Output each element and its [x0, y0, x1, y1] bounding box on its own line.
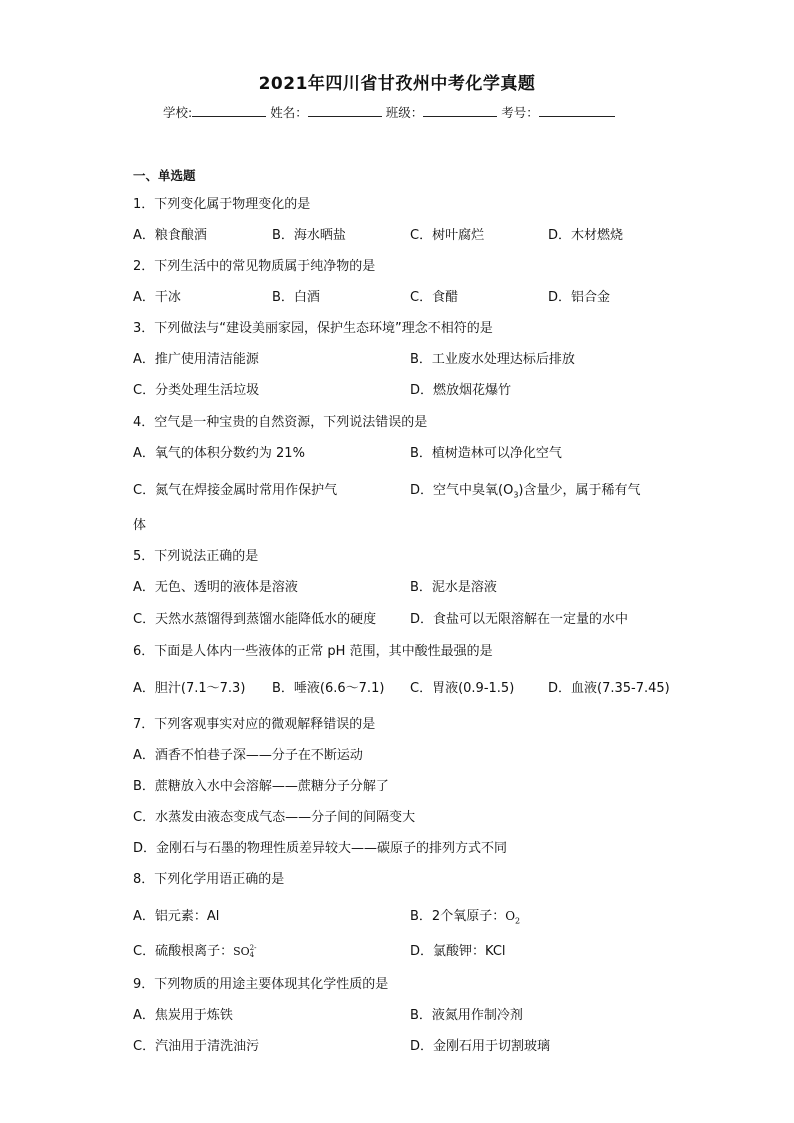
question-3-option-a[interactable]: A．推广使用清洁能源: [133, 352, 259, 367]
question-4-option-d[interactable]: [410, 479, 641, 500]
question-6-option-b[interactable]: B．唾液(6.6～7.1): [272, 681, 385, 696]
exam-no-label: 考号：: [501, 105, 539, 120]
question-8-option-b[interactable]: [410, 905, 520, 925]
question-8-option-c[interactable]: [133, 940, 256, 959]
question-8-option-a[interactable]: A．铝元素：Al: [133, 909, 220, 924]
ozone-formula: $(O_3)$: [498, 483, 524, 500]
question-2-stem: 2．下列生活中的常见物质属于纯净物的是: [133, 259, 376, 274]
name-blank[interactable]: [308, 104, 382, 117]
question-7-option-c[interactable]: C．水蒸发由液态变成气态——分子间的间隔变大: [133, 810, 416, 825]
option-d-text: D．空气中臭氧: [410, 483, 499, 498]
question-9-option-c[interactable]: C．汽油用于清洗油污: [133, 1039, 260, 1054]
question-6-stem: 6．下面是人体内一些液体的正常 pH 范围，其中酸性最强的是: [133, 644, 493, 659]
page-title: 2021年四川省甘孜州中考化学真题: [258, 74, 536, 94]
question-7-stem: 7．下列客观事实对应的微观解释错误的是: [133, 717, 376, 732]
sulfate-symbol: SO: [233, 945, 250, 958]
question-9-stem: 9．下列物质的用途主要体现其化学性质的是: [133, 977, 389, 992]
question-3-option-d[interactable]: D．燃放烟花爆竹: [410, 383, 512, 398]
question-1-option-a[interactable]: A．粮食酿酒: [133, 228, 207, 243]
oxygen-formula: [505, 909, 521, 926]
option-c-text: C．硫酸根离子：: [133, 944, 234, 959]
question-8-stem: 8．下列化学用语正确的是: [133, 872, 285, 887]
question-4-option-d-continuation: 体: [133, 518, 147, 533]
question-8-option-d[interactable]: D．氯酸钾：KCl: [410, 944, 506, 959]
question-4-option-b[interactable]: B．植树造林可以净化空气: [410, 446, 562, 461]
question-1-option-d[interactable]: D．木材燃烧: [548, 228, 624, 243]
sulfate-charge: 2-: [249, 944, 257, 952]
section-heading: 一、单选题: [133, 168, 196, 183]
sulfate-subscript: 4: [249, 951, 255, 959]
question-6-option-c[interactable]: C．胃液(0.9-1.5): [410, 681, 515, 696]
question-4-stem: 4．空气是一种宝贵的自然资源，下列说法错误的是: [133, 415, 428, 430]
class-label: 班级：: [385, 105, 424, 120]
ozone-subscript: 3: [513, 490, 519, 500]
option-d-text-end: 含量少，属于稀有气: [523, 483, 641, 498]
question-6-option-d[interactable]: D．血液(7.35-7.45): [548, 681, 670, 696]
exam-no-blank[interactable]: [539, 104, 615, 117]
question-2-option-d[interactable]: D．铝合金: [548, 290, 611, 305]
question-2-option-a[interactable]: A．干冰: [133, 290, 181, 305]
school-blank[interactable]: [192, 104, 266, 117]
question-1-option-b[interactable]: B．海水晒盐: [272, 228, 346, 243]
student-info-line: [163, 103, 615, 121]
question-5-option-c[interactable]: C．天然水蒸馏得到蒸馏水能降低水的硬度: [133, 612, 377, 627]
question-7-option-d[interactable]: D．金刚石与石墨的物理性质差异较大——碳原子的排列方式不同: [133, 841, 508, 856]
question-9-option-a[interactable]: A．焦炭用于炼铁: [133, 1008, 233, 1023]
oxygen-subscript: 2: [515, 916, 521, 926]
question-2-option-b[interactable]: B．白酒: [272, 290, 320, 305]
question-5-option-b[interactable]: B．泥水是溶液: [410, 580, 497, 595]
ozone-symbol: O: [503, 483, 514, 498]
question-9-option-d[interactable]: D．金刚石用于切割玻璃: [410, 1039, 551, 1054]
question-3-stem: 3．下列做法与“建设美丽家园，保护生态环境”理念不相符的是: [133, 321, 493, 336]
name-label: 姓名：: [270, 105, 308, 120]
school-label: 学校:: [163, 105, 193, 120]
class-blank[interactable]: [423, 104, 497, 117]
question-9-option-b[interactable]: B．液氮用作制冷剂: [410, 1008, 523, 1023]
question-5-option-a[interactable]: A．无色、透明的液体是溶液: [133, 580, 298, 595]
question-4-option-c[interactable]: C．氮气在焊接金属时常用作保护气: [133, 483, 338, 498]
oxygen-symbol: O: [505, 909, 516, 923]
question-5-option-d[interactable]: D．食盐可以无限溶解在一定量的水中: [410, 612, 629, 627]
sulfate-formula: [233, 945, 256, 958]
question-1-stem: 1．下列变化属于物理变化的是: [133, 197, 311, 212]
question-2-option-c[interactable]: C．食醋: [410, 290, 459, 305]
question-7-option-a[interactable]: A．酒香不怕巷子深——分子在不断运动: [133, 748, 363, 763]
question-3-option-b[interactable]: B．工业废水处理达标后排放: [410, 352, 575, 367]
option-b-text: B．2个氧原子：: [410, 909, 506, 924]
question-5-stem: 5．下列说法正确的是: [133, 549, 259, 564]
question-7-option-b[interactable]: B．蔗糖放入水中会溶解——蔗糖分子分解了: [133, 779, 389, 794]
question-6-option-a[interactable]: A．胆汁(7.1～7.3): [133, 681, 246, 696]
question-3-option-c[interactable]: C．分类处理生活垃圾: [133, 383, 260, 398]
question-1-option-c[interactable]: C．树叶腐烂: [410, 228, 485, 243]
question-4-option-a[interactable]: A．氧气的体积分数约为 21%: [133, 446, 305, 461]
